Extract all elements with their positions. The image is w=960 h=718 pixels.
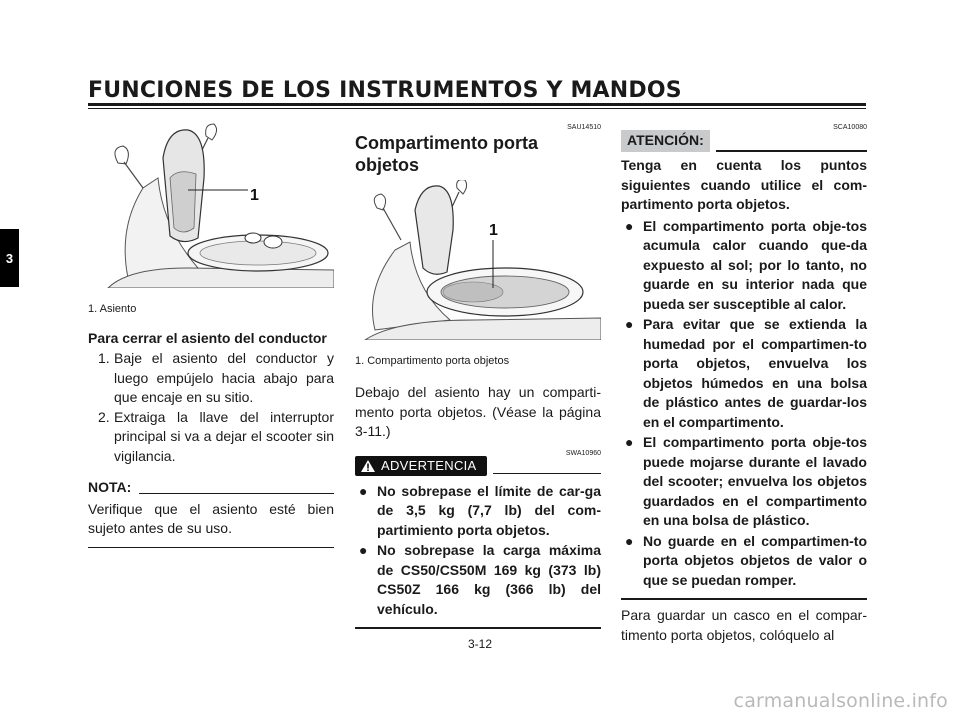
figure-caption-seat: 1. Asiento <box>88 302 137 315</box>
warning-rule <box>493 473 601 474</box>
caution-lead-text: Tenga en cuenta los puntos siguientes cuando utilice el com-partimento porta objetos. <box>621 157 867 212</box>
caution-end-rule <box>621 598 867 600</box>
caution-item <box>621 217 867 315</box>
seat-callout-number: 1 <box>250 187 259 204</box>
section-heading-close-seat: Para cerrar el asiento del conductor <box>88 330 327 346</box>
warning-item <box>355 482 601 541</box>
warning-end-rule <box>355 627 601 629</box>
bullet-icon: ● <box>625 532 634 549</box>
bullet-icon: ● <box>625 316 634 332</box>
caution-item-text: Para evitar que se extienda la humedad por el compartimen-to porta objetos, envuelva los objetos húmedos en una bolsa de plástico antes de guardar-los en el compartimento. <box>643 316 867 430</box>
warning-item <box>355 541 601 619</box>
caution-item <box>621 532 867 591</box>
step-number: 1. <box>98 350 110 366</box>
caution-item-text: El compartimento porta obje-tos acumula calor cuando que-da expuesto al sol; por lo tanto, no guarde en su interior nada que pueda ser susceptible al calor. <box>643 217 867 312</box>
bullet-icon: ● <box>359 542 368 558</box>
storage-body-text: Debajo del asiento hay un comparti-mento porta objetos. (Véase la página 3-11.) <box>355 384 601 439</box>
bullet-icon: ● <box>625 434 634 450</box>
warning-triangle-icon <box>361 460 375 472</box>
watermark: carmanualsonline.info <box>733 690 948 712</box>
storage-callout-number: 1 <box>489 222 498 239</box>
note-rule <box>139 493 334 494</box>
caution-item-text: El compartimento porta obje-tos puede mojarse durante el lavado del scooter; envuelva los objetos guardados en el compartimento en una bolsa de plástico. <box>643 434 867 528</box>
warning-badge <box>355 456 487 476</box>
warning-list <box>355 482 601 620</box>
step-number: 2. <box>98 408 110 425</box>
column-right <box>621 118 867 645</box>
warning-item-text: No sobrepase la carga máxima de CS50/CS50M 169 kg (373 lb) CS50Z 166 kg (366 lb) del vehículo. <box>377 542 601 617</box>
bullet-icon: ● <box>625 217 634 234</box>
section-code: SAU14510 <box>567 124 601 131</box>
note-header <box>88 478 334 498</box>
warning-item-text: No sobrepase el límite de car-ga de 3,5 kg (7,7 lb) del com-partimiento porta objetos. <box>377 482 601 538</box>
caution-list <box>621 217 867 591</box>
note-end-rule <box>88 547 334 548</box>
caution-item <box>621 433 867 531</box>
caution-item-text: No guarde en el compartimen-to porta objetos objetos de valor o que se puedan romper. <box>643 532 867 588</box>
caution-rule <box>716 150 867 152</box>
step-item <box>88 408 334 467</box>
caution-badge: ATENCIÓN: <box>621 130 710 152</box>
warning-label: ADVERTENCIA <box>381 457 477 473</box>
page-number: 3-12 <box>467 637 493 651</box>
bullet-icon: ● <box>359 482 368 499</box>
helmet-body-text: Para guardar un casco en el compar-timento porta objetos, colóquelo al <box>621 607 867 643</box>
header-rule-thin <box>88 108 866 109</box>
step-text: Baje el asiento del conductor y luego empújelo hacia abajo para que encaje en su sitio. <box>114 350 334 405</box>
warning-header <box>355 456 601 476</box>
header-rule <box>88 103 866 106</box>
caution-header <box>621 130 867 152</box>
storage-compartment-illustration <box>355 180 601 340</box>
column-left <box>88 118 334 548</box>
column-middle <box>355 118 601 629</box>
chapter-tab: 3 <box>0 229 19 287</box>
step-item <box>88 349 334 408</box>
caution-code: SCA10080 <box>833 124 867 131</box>
caution-item <box>621 315 867 432</box>
seat-illustration <box>88 118 334 288</box>
warning-code: SWA10960 <box>565 449 601 457</box>
step-text: Extraiga la llave del interruptor principal si va a dejar el scooter sin vigilancia. <box>114 408 334 464</box>
steps-list <box>88 349 334 466</box>
note-text: Verifique que el asiento esté bien sujeto antes de su uso. <box>88 500 334 536</box>
figure-caption-storage: 1. Compartimento porta objetos <box>355 354 510 367</box>
note-label: NOTA: <box>88 479 132 495</box>
section-title-storage: Compartimento porta objetos <box>355 133 539 175</box>
page-header-title: FUNCIONES DE LOS INSTRUMENTOS Y MANDOS <box>88 78 682 103</box>
